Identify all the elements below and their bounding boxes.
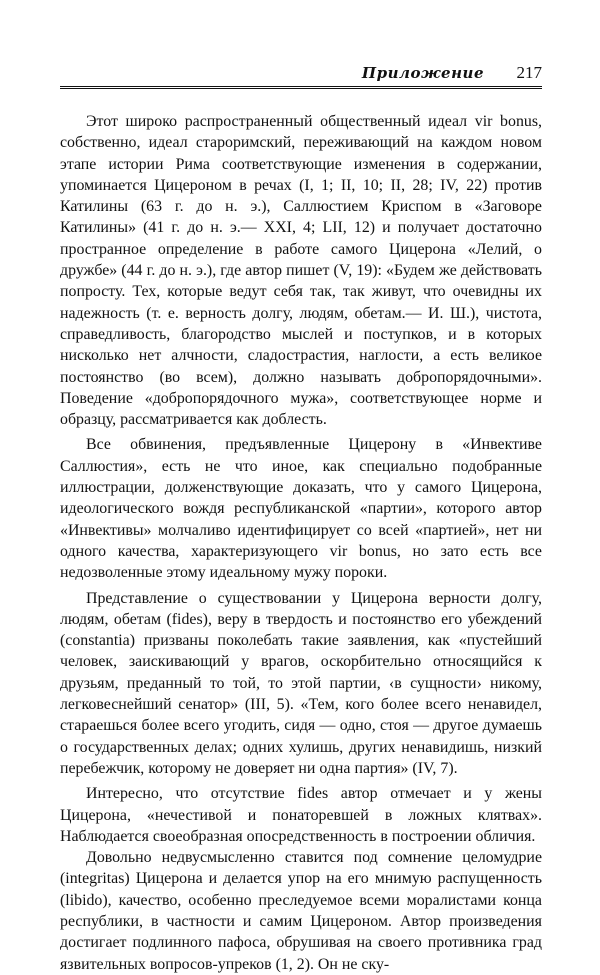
book-page — [60, 62, 542, 973]
running-title: Приложение — [361, 64, 484, 82]
paragraph: Все обвинения, предъявленные Цицерону в «Инвективе Саллюстия», есть не что иное, как специально подобранные иллюстрации, долженствующие доказать, что у самого Цицерона, идеологического вождя республиканской «партии», которого автор «Инвективы» молчаливо идентифицирует со всей «партией», нет ни одного качества, характеризующего vir bonus, но зато есть все недозволенные этому идеальному мужу пороки. — [60, 436, 542, 582]
page-number: 217 — [516, 63, 542, 82]
paragraph: Представление о существовании у Цицерона верности долгу, людям, обетам (fides), веру в твердость и постоянство его убеждений (constantia) призваны поколебать такие заявления, как «пустейший человек, заискивающий у врагов, оскорбительно относящийся к друзьям, преданный то той, то этой партии, ‹в сущности› никому, легковеснейший сенатор» (III, 5). «Тем, кого более всего ненавидел, стараешься более всего угодить, сидя — одно, стоя — другое думаешь о государственных делах; одних хулишь, других ненавидишь, низкий перебежчик, которому не доверяет ни одна партия» (IV, 7). — [60, 589, 542, 777]
paragraph: Довольно недвусмысленно ставится под сомнение целомудрие (integritas) Цицерона и делается упор на его мнимую распущенность (libido), качество, особенно преследуемое всеми моралистами конца республики, в частности и самим Цицероном. Автор произведения достигает подлинного пафоса, обрушивая на своего противника град язвительных вопросов-упреков (1, 2). Он не ску- — [60, 849, 542, 973]
paragraph: Этот широко распространенный общественный идеал vir bonus, собственно, идеал староримский, переживающий на каждом новом этапе истории Рима соответствующие изменения в содержании, упоминается Цицероном в речах (I, 1; II, 10; II, 28; IV, 22) против Катилины (63 г. до н. э.), Саллюстием Криспом в «Заговоре Катилины» (41 г. до н. э.— XXI, 4; LII, 12) и получает достаточно пространное определение в работе самого Цицерона «Лелий, о дружбе» (44 г. до н. э.), где автор пишет (V, 19): «Будем же действовать попросту. Тех, которые ведут себя так, так живут, что очевидны их надежность (т. е. верность долгу, людям, обетам.— И. Ш.), чистота, справедливость, благородство мыслей и поступков, и в которых нисколько нет алчности, сладострастия, наглости, а есть великое постоянство (во всем), должно называть добропорядочными». Поведение «добропорядочного мужа», соответствующее норме и образцу, рассматривается как доблесть. — [60, 113, 542, 429]
paragraph: Интересно, что отсутствие fides автор отмечает и у жены Цицерона, «нечестивой и понаторевшей в ложных клятвах». Наблюдается своеобразная опосредственность в построении обличия. — [60, 785, 542, 845]
running-header — [60, 62, 542, 89]
body-text — [60, 111, 542, 975]
